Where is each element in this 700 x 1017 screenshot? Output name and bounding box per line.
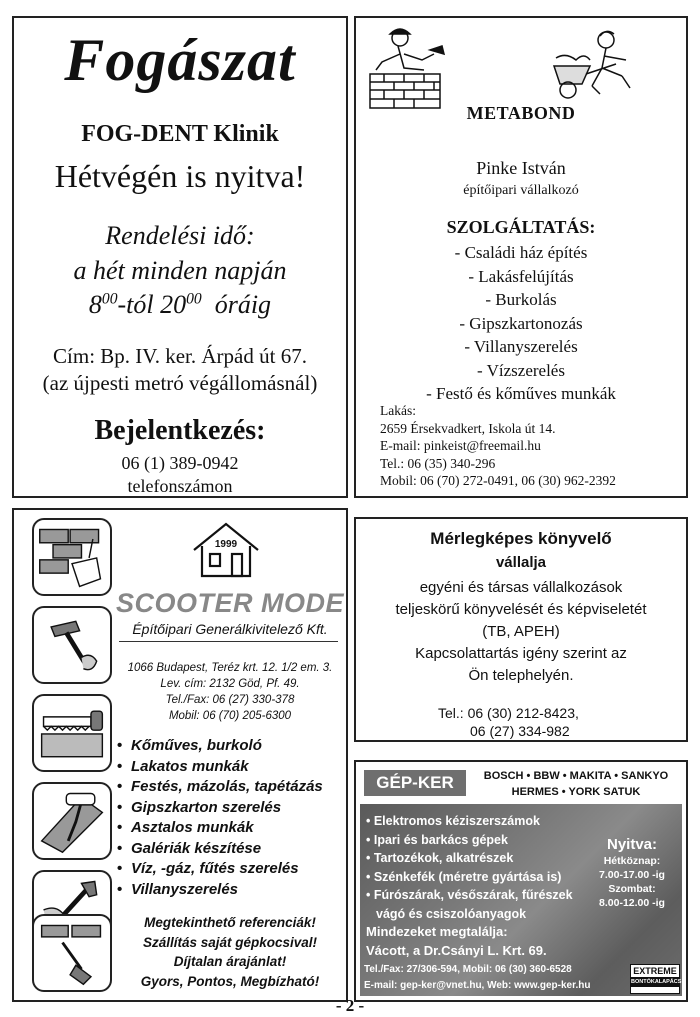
gepker-ad (354, 760, 688, 1002)
extreme-badge (630, 964, 680, 994)
accountant-line: Kapcsolattartás igény szerint az (415, 645, 627, 662)
metabond-contact (380, 402, 616, 490)
hours-from: 8 (88, 290, 102, 319)
service-item: • Villanyszerelés (117, 880, 323, 901)
metabond-services-title: SZOLGÁLTATÁS: (446, 217, 596, 237)
dental-address: Cím: Bp. IV. ker. Árpád út 67. (53, 344, 307, 368)
bricklayer-illustration (364, 24, 456, 112)
metabond-service: - Vízszerelés (477, 360, 565, 380)
gepker-telfax: Tel./Fax: 27/306-594, Mobil: 06 (30) 360-6528 (364, 964, 572, 975)
gepker-logo (364, 770, 466, 796)
hours-to-sup: 00 (186, 290, 202, 308)
gepker-items (366, 812, 573, 923)
metabond-owner: Pinke István (476, 158, 566, 178)
gepker-photo-panel (360, 804, 682, 996)
address-line: Mobil: 06 (70) 205-6300 (168, 710, 292, 722)
gepker-item: • Elektromos kéziszerszámok (366, 814, 540, 828)
metabond-service: - Lakásfelújítás (468, 266, 574, 286)
hours-days: a hét minden napján (73, 256, 287, 285)
service-item: • Kőműves, burkoló (117, 736, 323, 757)
scooter-footer (114, 913, 346, 991)
gepker-email: E-mail: gep-ker@vnet.hu, Web: www.gep-ker.hu (364, 980, 591, 991)
contact-line: E-mail: pinkeist@freemail.hu (380, 438, 541, 453)
saturday-label: Szombat: (608, 883, 656, 895)
weekday-hours: 7.00-17.00 -ig (599, 869, 665, 881)
dental-ad (12, 16, 348, 498)
service-item: • Asztalos munkák (117, 818, 323, 839)
gepker-brands-2: HERMES • YORK SATUK (511, 786, 641, 798)
page-number: - 2 - (335, 996, 365, 1015)
hours-range (14, 290, 346, 320)
address-line: Tel./Fax: 06 (27) 330-378 (165, 694, 295, 706)
service-item: • Víz, -gáz, fűtés szerelés (117, 859, 323, 880)
contact-line: 2659 Érsekvadkert, Iskola út 14. (380, 420, 556, 436)
house-logo-icon (190, 520, 262, 580)
hours-mid: -tól 20 (117, 290, 187, 319)
service-item: • Lakatos munkák (117, 757, 323, 778)
gepker-item: • Ipari és barkács gépek (366, 832, 508, 847)
weekday-label: Hétköznap: (603, 855, 661, 867)
scooter-services (117, 736, 323, 900)
trowel-icon (32, 518, 112, 596)
dental-phone-note: telefonszámon (127, 476, 233, 496)
contact-line: Tel.: 06 (35) 340-296 (380, 455, 496, 471)
accountant-line: egyéni és társas vállalkozások (419, 579, 623, 596)
dental-address-note: (az újpesti metró végállomásnál) (42, 371, 318, 395)
badge-line-1: EXTREME (633, 966, 677, 976)
service-item: • Galériák készítése (117, 839, 323, 860)
service-item: • Festés, mázolás, tapétázás (117, 777, 323, 798)
accountant-line: (TB, APEH) (482, 623, 560, 640)
logo-year: 1999 (214, 539, 238, 550)
metabond-ad (354, 16, 688, 498)
hours-end: óráig (214, 290, 272, 319)
footer-line: Díjtalan árajánlat! (173, 954, 287, 969)
accountant-tel2: 06 (27) 334-982 (470, 723, 570, 739)
gepker-item: vágó és csiszolóanyagok (376, 906, 527, 921)
scooter-rule (119, 641, 338, 642)
gepker-brands-1: BOSCH • BBW • MAKITA • SANKYO (483, 770, 669, 782)
accountant-line: teljeskörű könyvelését és képviseletét (395, 601, 647, 618)
address-line: 1066 Budapest, Teréz krt. 12. 1/2 em. 3. (127, 662, 333, 674)
gepker-hours (588, 836, 676, 909)
accountant-line: Ön telephelyén. (468, 667, 574, 684)
badge-line-2: BONTÓKALAPÁCS (631, 979, 682, 985)
open-title: Nyitva: (606, 836, 658, 853)
scooter-name: SCOOTER MODE (115, 588, 344, 618)
accountant-title: Mérlegképes könyvelő (430, 529, 612, 548)
footer-line: Szállítás saját gépkocsival! (142, 934, 318, 950)
hours-from-sup: 00 (101, 290, 118, 308)
gepker-logo-text: GÉP-KER (376, 773, 454, 792)
contact-line: Lakás: (380, 403, 416, 418)
accountant-subtitle: vállalja (495, 554, 547, 571)
scooter-subtitle: Építőipari Generálkivitelező Kft. (132, 621, 328, 637)
accountant-ad (354, 517, 688, 742)
metabond-name: METABOND (466, 103, 576, 123)
clinic-name: FOG-DENT Klinik (81, 121, 279, 147)
dental-title: Fogászat (64, 27, 296, 93)
hours-label: Rendelési idő: (105, 221, 255, 250)
scooter-address (114, 660, 346, 724)
saw-icon (32, 694, 112, 772)
gepker-find-us: Mindezeket megtalálja: (366, 924, 508, 939)
paint-roller-icon (32, 782, 112, 860)
gepker-item: • Tartozékok, alkatrészek (366, 851, 514, 865)
hammer-icon (32, 606, 112, 684)
accountant-tel1: Tel.: 06 (30) 212-8423, (438, 705, 579, 721)
metabond-service: - Burkolás (485, 290, 557, 309)
accountant-lines (356, 577, 686, 687)
address-line: Lev. cím: 2132 Göd, Pf. 49. (160, 678, 300, 690)
dental-phone: 06 (1) 389-0942 (121, 453, 239, 473)
service-item: • Gipszkarton szerelés (117, 798, 323, 819)
shovel-icon (32, 914, 112, 992)
footer-line: Gyors, Pontos, Megbízható! (140, 973, 320, 989)
contact-line: Mobil: 06 (70) 272-0491, 06 (30) 962-2392 (380, 473, 616, 488)
saturday-hours: 8.00-12.00 -ig (599, 897, 665, 909)
metabond-service: - Gipszkartonozás (459, 313, 583, 333)
metabond-services (356, 241, 686, 406)
footer-line: Megtekinthető referenciák! (144, 915, 316, 930)
metabond-service: - Családi ház építés (454, 243, 588, 262)
scooter-mode-ad (12, 508, 348, 1002)
wheelbarrow-illustration (546, 24, 658, 104)
booking-label: Bejelentkezés: (94, 415, 266, 446)
gepker-item: • Fúrószárak, vésőszárak, fűrészek (366, 888, 573, 902)
gepker-address: Vácott, a Dr.Csányi L. Krt. 69. (366, 943, 547, 958)
metabond-service: - Festő és kőműves munkák (426, 384, 616, 403)
metabond-role: építőipari vállalkozó (463, 183, 579, 198)
metabond-service: - Villanyszerelés (464, 337, 578, 356)
weekend-open: Hétvégén is nyitva! (54, 158, 306, 194)
gepker-item: • Szénkefék (méretre gyártása is) (366, 869, 562, 884)
